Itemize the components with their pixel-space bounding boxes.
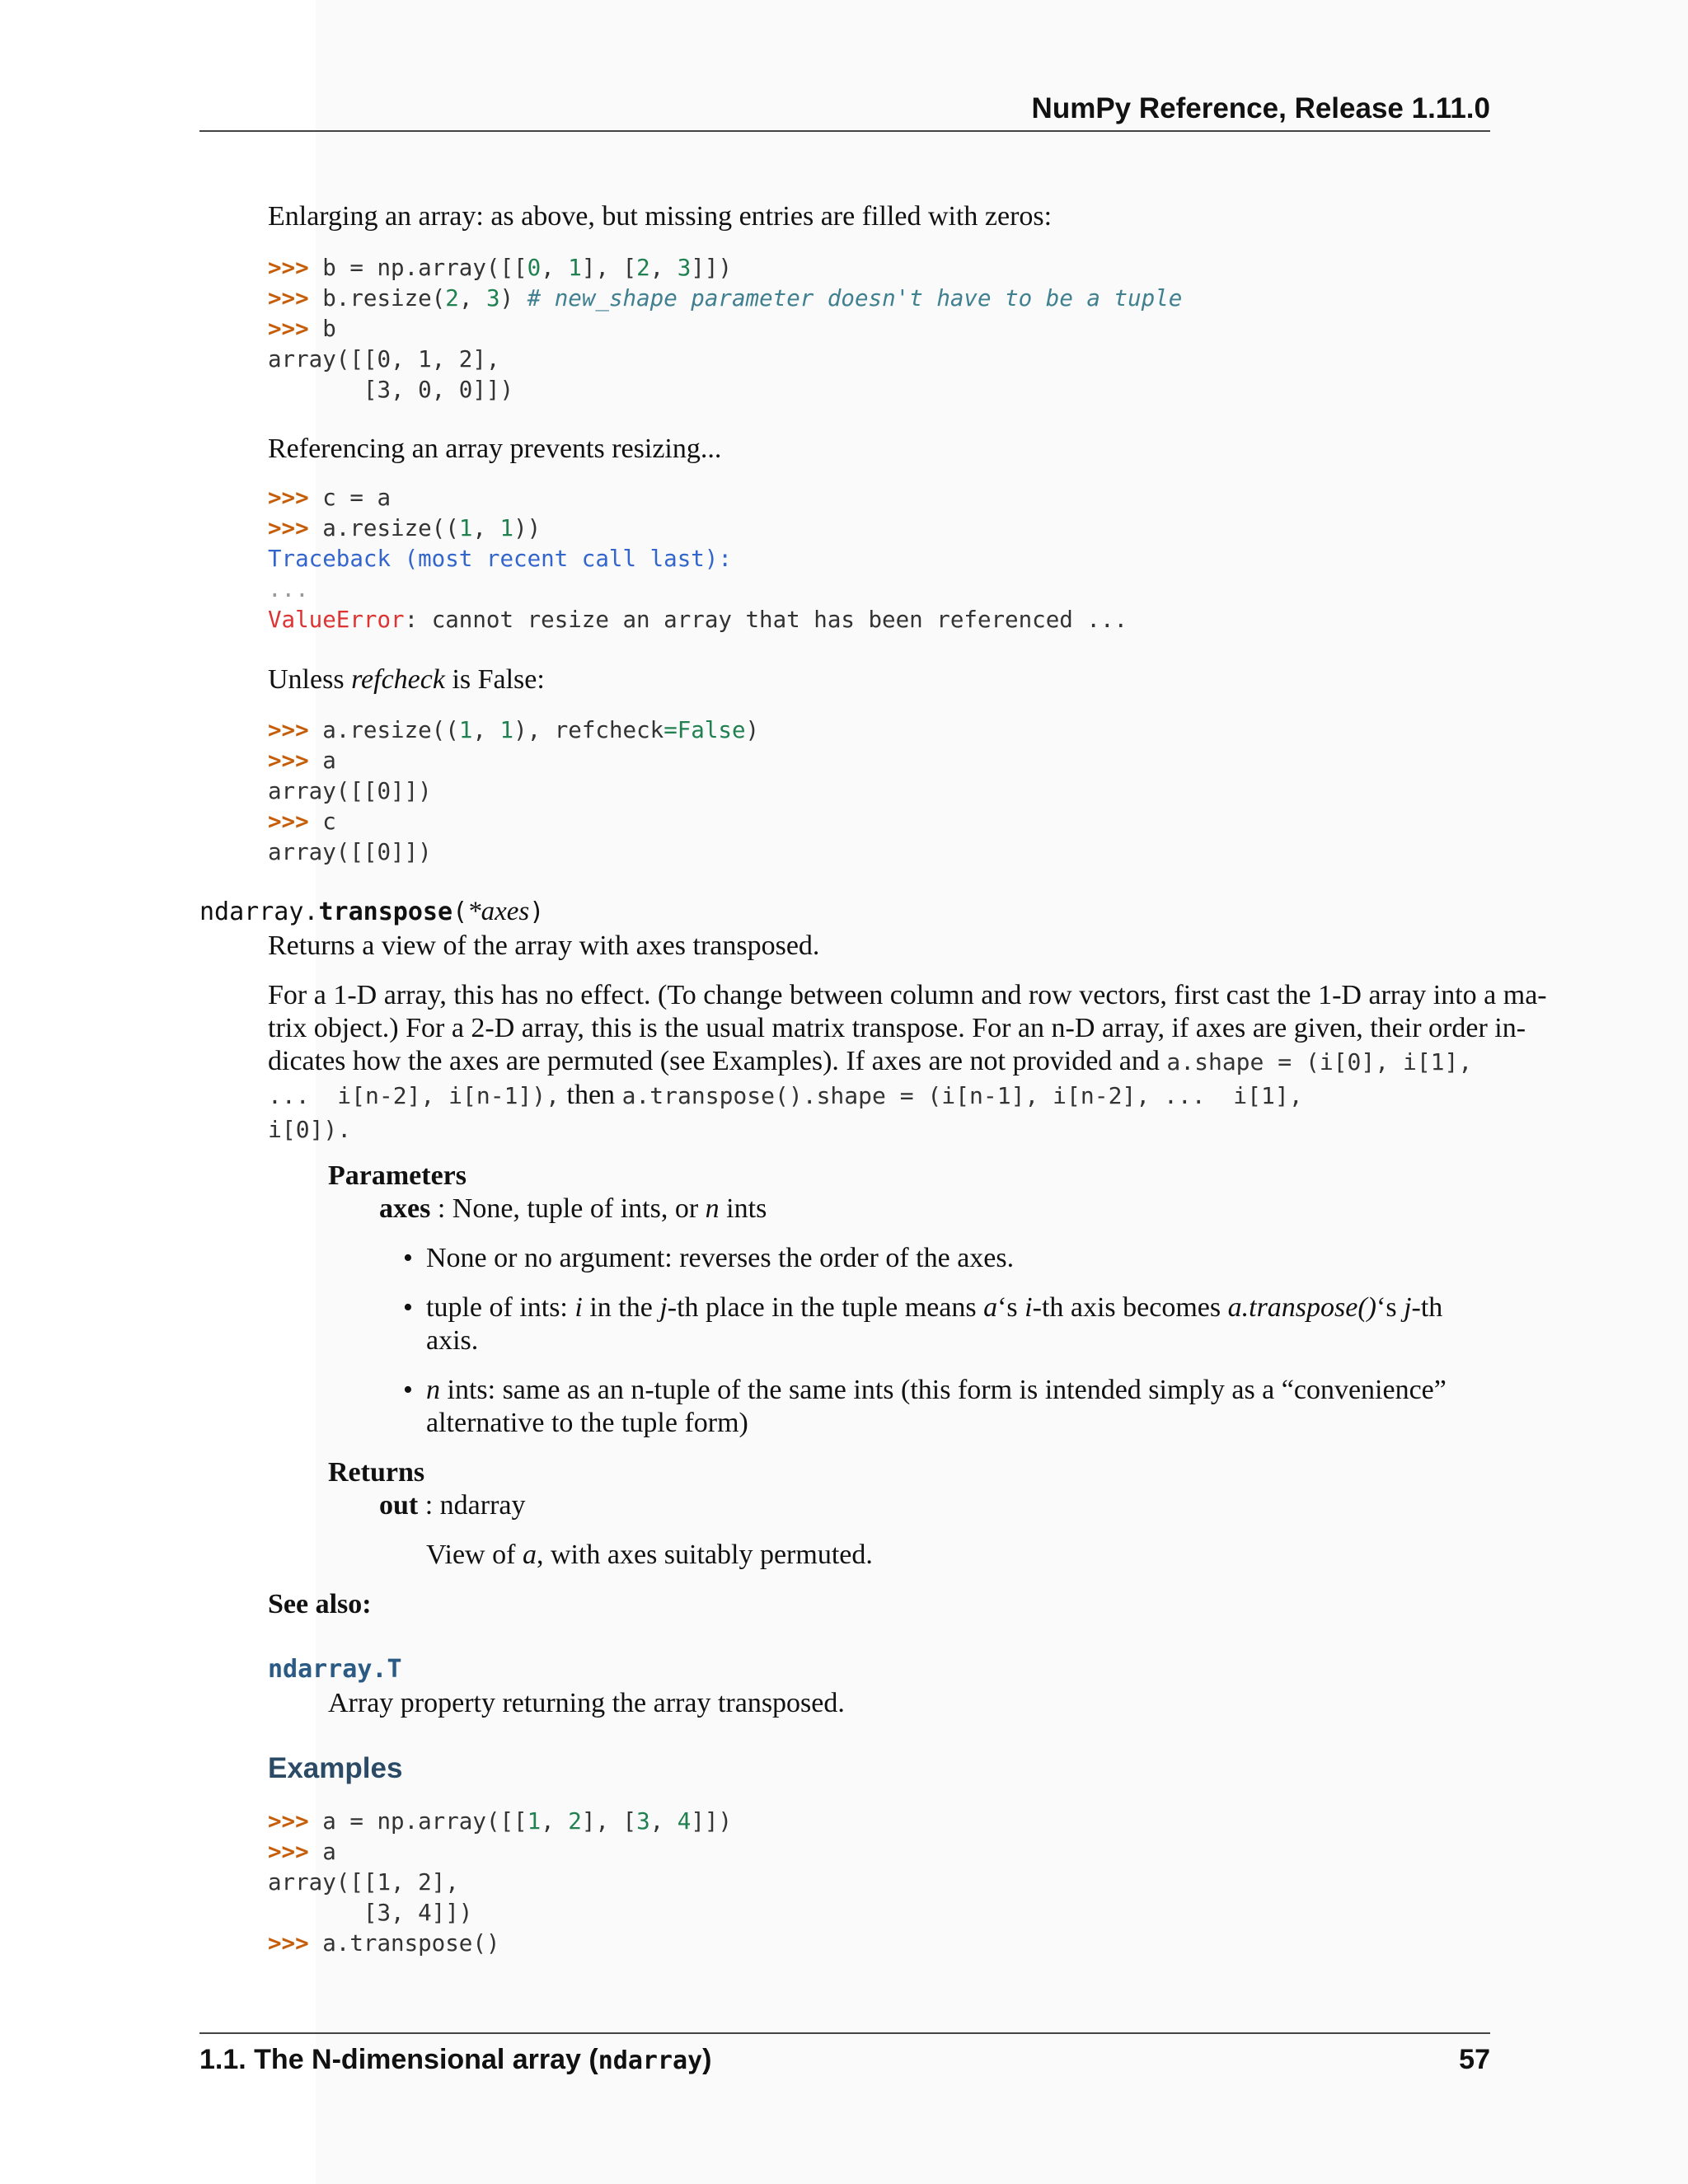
footer-section-title: 1.1. The N-dimensional array (ndarray) [199, 2044, 712, 2075]
parameters-heading: Parameters [328, 1160, 467, 1191]
header-title: NumPy Reference, Release 1.11.0 [1031, 92, 1490, 124]
see-also-link-ndarray-t[interactable]: ndarray.T [268, 1655, 402, 1684]
bullet-tuple: • tuple of ints: i in the j-th place in the tuple means a‘s i-th axis becomes a.transpose()‘s j-th axis. [426, 1291, 1456, 1357]
bullet-n-ints: • n ints: same as an n-tuple of the same ints (this form is intended simply as a “convenience” alternative to the tuple form) [426, 1374, 1481, 1440]
returns-heading: Returns [328, 1457, 425, 1488]
see-also-description: Array property returning the array transposed. [328, 1688, 845, 1718]
examples-heading: Examples [268, 1752, 403, 1784]
code-block-transpose-example: >>> a = np.array([[1, 2], [3, 4]]) >>> a array([[1, 2], [3, 4]]) >>> a.transpose() [268, 1808, 732, 1957]
param-axes: axes : None, tuple of ints, or n ints [379, 1193, 767, 1224]
see-also-heading: See also: [268, 1589, 372, 1619]
transpose-summary: Returns a view of the array with axes transposed. [268, 930, 820, 961]
enlarge-paragraph: Enlarging an array: as above, but missing entries are filled with zeros: [268, 201, 1053, 232]
code-block-refcheck: >>> a.resize((1, 1), refcheck=False) >>> a array([[0]]) >>> c array([[0]]) [268, 717, 760, 865]
page-header [199, 92, 1490, 132]
referencing-paragraph: Referencing an array prevents resizing... [268, 434, 722, 464]
transpose-signature: ndarray.transpose(*axes) [199, 897, 545, 926]
page-number: 57 [1459, 2044, 1490, 2075]
code-block-enlarge: >>> b = np.array([[0, 1], [2, 3]]) >>> b.resize(2, 3) # new_shape parameter doesn't have to be a tuple >>> b array([[0, 1, 2], [3, 0, 0]]) [268, 255, 1183, 403]
page-footer [199, 2032, 1490, 2083]
transpose-description: For a 1-D array, this has no effect. (To change between column and row vectors, first cast the 1-D array into a ma- trix object.) For a 2-D array, this is the usual matrix transpose. For an n-D array, if axes are given, their order in- dicates how the axes are permuted (see Examples). If axes are not provided and a.shape = (i[0], i[1], ... i[n-2], i[n-1]), then a.transpose().shape = (i[n-1], i[n-2], ... i[1], i[0]). [268, 980, 1547, 1143]
return-out: out : ndarray [379, 1490, 526, 1521]
return-description: View of a, with axes suitably permuted. [426, 1540, 873, 1570]
code-block-referencing: >>> c = a >>> a.resize((1, 1)) Traceback (most recent call last): ... ValueError: cannot resize an array that has been referenced ... [268, 485, 1128, 633]
unless-paragraph: Unless refcheck is False: [268, 664, 545, 695]
bullet-none: • None or no argument: reverses the order of the axes. [426, 1242, 1014, 1275]
